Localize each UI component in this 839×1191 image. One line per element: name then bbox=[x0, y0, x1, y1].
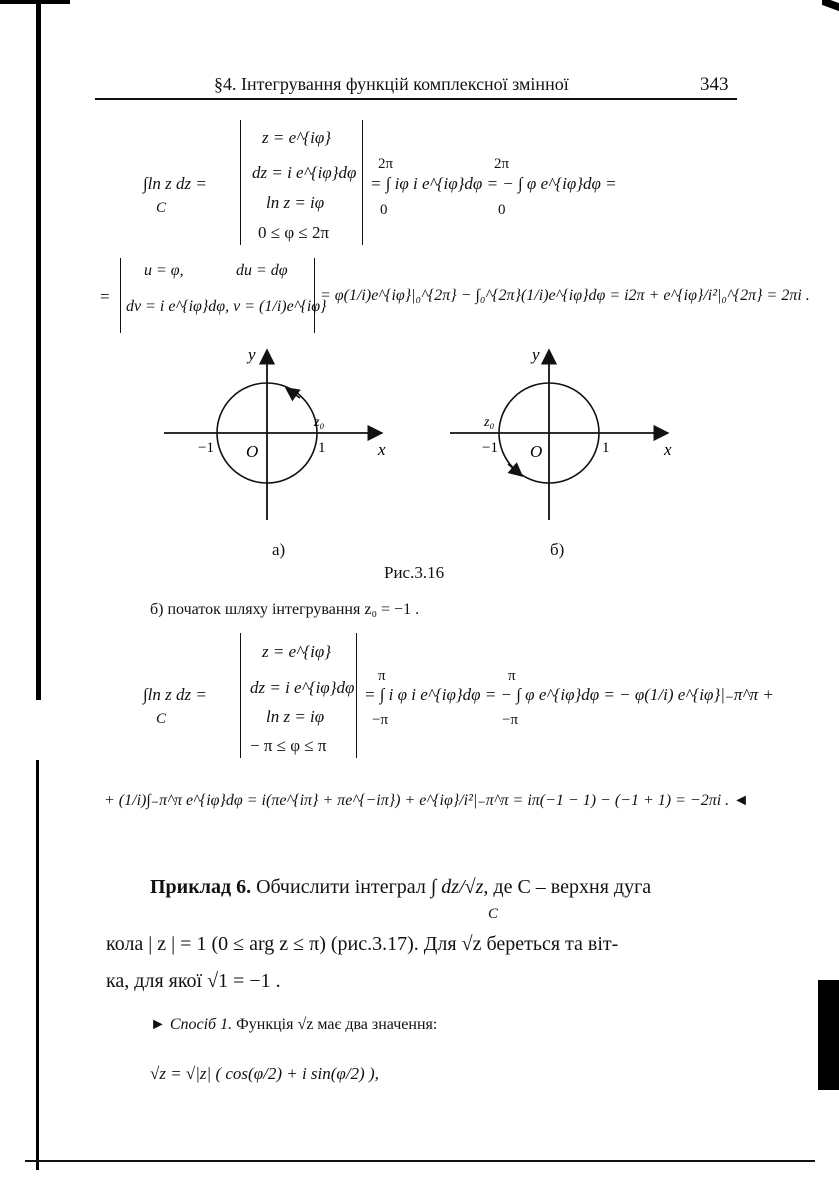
figure-label-a: а) bbox=[272, 540, 286, 559]
eq2-rhs: = φ(1/i)e^{iφ}|₀^{2π} − ∫₀^{2π}(1/i)e^{iφ}dφ = i2π + e^{iφ}/i²|₀^{2π} = 2πi . bbox=[320, 287, 810, 304]
eq3-limit-upper: π bbox=[378, 668, 386, 684]
eq3-sub-line: ln z = iφ bbox=[266, 707, 325, 726]
eq1-sub-line: dz = i e^{iφ}dφ bbox=[252, 163, 357, 182]
eq3-bar-right bbox=[356, 633, 357, 758]
eq3-limit-lower: −π bbox=[502, 712, 519, 728]
example-text-2: , де C – верхня дуга bbox=[483, 876, 652, 898]
origin-label: O bbox=[530, 442, 543, 461]
eq2-part: dv = i e^{iφ}dφ, v = (1/i)e^{iφ} bbox=[126, 298, 327, 315]
eq2-part: u = φ, bbox=[144, 262, 184, 279]
running-header: §4. Інтегрування функцій комплексної змінної bbox=[214, 74, 569, 94]
eq1-rhs: = ∫ iφ i e^{iφ}dφ = − ∫ φ e^{iφ}dφ = bbox=[370, 174, 617, 193]
eq1-sub-line: 0 ≤ φ ≤ 2π bbox=[258, 223, 330, 242]
figure-a bbox=[164, 345, 386, 520]
scan-edge-top-left bbox=[0, 0, 70, 4]
eq4: + (1/i)∫₋π^π e^{iφ}dφ = i(πe^{iπ} + πe^{−iπ}) + e^{iφ}/i²|₋π^π = iπ(−1 − 1) − (−1 + 1) = −2πi . ◄ bbox=[104, 792, 749, 809]
minus-one-label: −1 bbox=[482, 440, 498, 456]
eq1-limit-upper: 2π bbox=[494, 156, 510, 172]
figure-3-16 bbox=[150, 340, 710, 560]
eq3-sub-line: dz = i e^{iφ}dφ bbox=[250, 678, 355, 697]
example-label: Приклад 6. bbox=[150, 876, 252, 898]
y-label: y bbox=[248, 345, 256, 364]
eq1-bar-left bbox=[240, 120, 241, 245]
method-label: ► Спосіб 1. bbox=[150, 1016, 233, 1033]
eq3-limit-upper: π bbox=[508, 668, 516, 684]
method-line bbox=[150, 1016, 437, 1034]
eq3-sub-line: − π ≤ φ ≤ π bbox=[250, 736, 327, 755]
z0-label: z₀ bbox=[484, 415, 495, 430]
eq1-sub-line: ln z = iφ bbox=[266, 193, 325, 212]
eq1-limit-lower: 0 bbox=[498, 202, 506, 218]
eq2-bar-left bbox=[120, 258, 121, 333]
origin-label: O bbox=[246, 442, 259, 461]
figure-caption: Рис.3.16 bbox=[384, 563, 445, 582]
x-label: x bbox=[378, 440, 386, 459]
eq1-limit-upper: 2π bbox=[378, 156, 394, 172]
scan-edge-left-lower bbox=[36, 760, 39, 1170]
page-number: 343 bbox=[700, 74, 729, 95]
eq3-lhs: ∫ln z dz = bbox=[143, 685, 207, 704]
y-label: y bbox=[532, 345, 540, 364]
scan-edge-left bbox=[36, 0, 41, 700]
footer-rule bbox=[25, 1160, 815, 1162]
minus-one-label: −1 bbox=[198, 440, 214, 456]
figure-b bbox=[450, 345, 672, 520]
method-text: Функція √z має два значення: bbox=[236, 1016, 438, 1033]
header-rule bbox=[95, 98, 737, 100]
eq2-equals: = bbox=[100, 287, 110, 306]
eq2-bar-right bbox=[314, 258, 315, 333]
figure-label-b: б) bbox=[550, 540, 565, 559]
eq1-lhs-sub: C bbox=[156, 200, 167, 216]
eq1-sub-line: z = e^{iφ} bbox=[262, 128, 332, 147]
eq1-lhs: ∫ln z dz = bbox=[143, 174, 207, 193]
example-integral: ∫ dz/√z bbox=[430, 876, 484, 898]
one-label: 1 bbox=[318, 440, 326, 456]
eq3-bar-left bbox=[240, 633, 241, 758]
method-formula: √z = √|z| ( cos(φ/2) + i sin(φ/2) ), bbox=[150, 1064, 379, 1083]
eq1-bar-right bbox=[362, 120, 363, 245]
example-text-1: Обчислити інтеграл bbox=[256, 876, 426, 898]
x-label: x bbox=[664, 440, 672, 459]
example-line-1 bbox=[150, 876, 651, 899]
eq1-limit-lower: 0 bbox=[380, 202, 388, 218]
scan-edge-right bbox=[818, 980, 839, 1090]
example-line-2: кола | z | = 1 (0 ≤ arg z ≤ π) (рис.3.17). Для √z береться та віт- bbox=[106, 933, 619, 955]
eq3-sub-line: z = e^{iφ} bbox=[262, 642, 332, 661]
one-label: 1 bbox=[602, 440, 610, 456]
eq3-limit-lower: −π bbox=[372, 712, 389, 728]
para-b: б) початок шляху інтегрування z₀ = −1 . bbox=[150, 601, 420, 618]
scan-corner-right bbox=[822, 0, 839, 11]
eq3-lhs-sub: C bbox=[156, 711, 167, 727]
direction-arrow bbox=[508, 464, 522, 476]
example-integral-sub: C bbox=[488, 906, 499, 922]
z0-label: z₀ bbox=[314, 415, 325, 430]
eq2-part: du = dφ bbox=[236, 262, 288, 279]
example-line-3: ка, для якої √1 = −1 . bbox=[106, 970, 281, 992]
eq3-rhs: = ∫ i φ i e^{iφ}dφ = − ∫ φ e^{iφ}dφ = − φ(1/i) e^{iφ}|₋π^π + bbox=[364, 685, 774, 704]
